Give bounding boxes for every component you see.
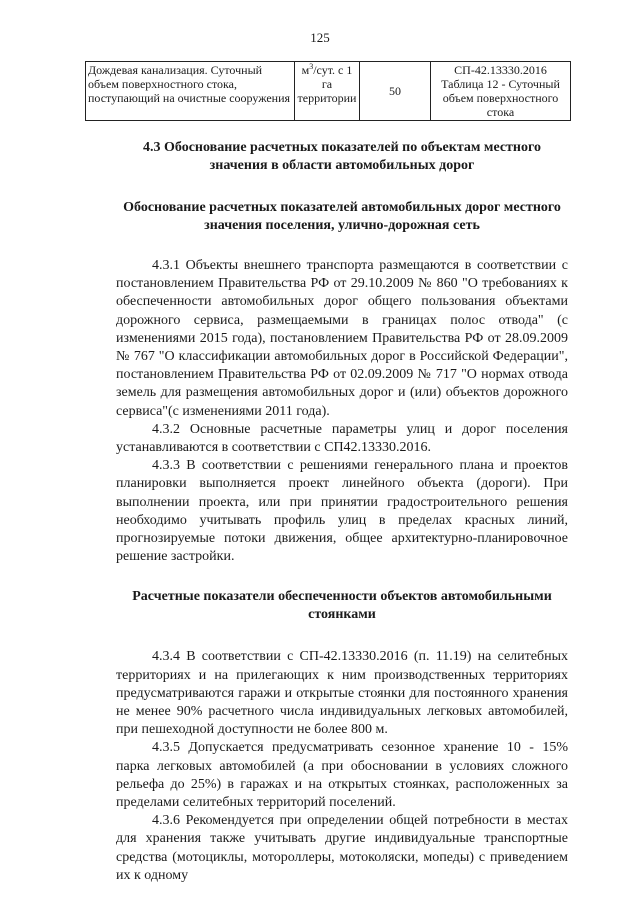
paragraph-4-3-5: 4.3.5 Допускается предусматривать сезонное хранение 10 - 15% парка легковых автомобилей (а при обосновании в условиях сложного рельефа до 25%) в гаражах и на открытых стоянках, расположенных за пределами селитебных территорий поселений. <box>116 740 568 811</box>
unit-superscript: 3 <box>309 62 314 71</box>
unit-suffix: /сут. с 1 га территории <box>297 63 357 105</box>
unit-prefix: м <box>301 63 310 77</box>
paragraph-4-3-2: 4.3.2 Основные расчетные параметры улиц и дорог поселения устанавливаются в соответствии с СП42.13330.2016. <box>116 421 568 456</box>
document-body <box>116 139 568 885</box>
page-number: 125 <box>310 30 330 45</box>
subheading-parking: Расчетные показатели обеспеченности объектов автомобильными стоянками <box>132 589 552 623</box>
paragraph-4-3-3: 4.3.3 В соответствии с решениями генерального плана и проектов планировки выполняется проект линейного объекта (дороги). При выполнении проекта, или при принятии градостроительного решения необходимо учитывать профиль улиц в пределах красных линий, прогнозируемые потоки движения, общее архитектурно-планировочное решение застройки. <box>116 458 568 565</box>
subheading-roads: Обоснование расчетных показателей автомобильных дорог местного значения поселения, улично-дорожная сеть <box>123 200 561 233</box>
paragraph-4-3-6: 4.3.6 Рекомендуется при определении общей потребности в местах для хранения также учитывать другие индивидуальные транспортные средства (мотоциклы, мотороллеры, мотоколяски, мопеды) с приведением их к одному <box>116 813 568 883</box>
table-cell-unit <box>295 62 360 121</box>
section-heading: 4.3 Обоснование расчетных показателей по объектам местного значения в области автомобильных дорог <box>143 140 541 173</box>
table-cell-source: СП-42.13330.2016 Таблица 12 - Суточный объем поверхностного стока <box>431 62 571 121</box>
table-cell-indicator: Дождевая канализация. Суточный объем поверхностного стока, поступающий на очистные сооружения <box>86 62 295 121</box>
paragraph-4-3-1: 4.3.1 Объекты внешнего транспорта размещаются в соответствии с постановлением Правительства РФ от 29.10.2009 № 860 "О требованиях к обеспеченности автомобильных дорог общего пользования объектами дорожного сервиса, размещаемыми в границах полос отвода" (с изменениями 2015 года), постановлением Правительства РФ от 28.09.2009 № 767 "О классификации автомобильных дорог в Российской Федерации", постановлением Правительства РФ от 02.09.2009 № 717 "О нормах отвода земель для размещения автомобильных дорог и (или) объектов дорожного сервиса"(с изменениями 2011 года). <box>116 258 568 419</box>
table-cell-value: 50 <box>360 62 431 121</box>
norms-table <box>85 61 571 121</box>
paragraph-4-3-4: 4.3.4 В соответствии с СП-42.13330.2016 (п. 11.19) на селитебных территориях и на прилегающих к ним производственных территориях предусматриваются гаражи и открытые стоянки для постоянного хранения не менее 90% расчетного числа индивидуальных легковых автомобилей, при пешеходной доступности не более 800 м. <box>116 649 568 738</box>
table-row <box>86 62 571 121</box>
